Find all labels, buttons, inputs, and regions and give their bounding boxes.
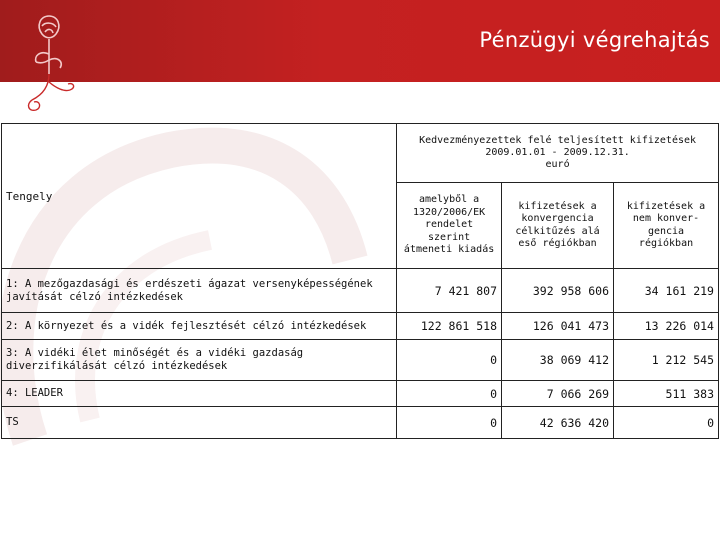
subheader-text: célkitűzés alá xyxy=(515,225,600,237)
table-row xyxy=(2,340,719,381)
subheader-text: gencia xyxy=(647,225,685,237)
axis-header-cell: Tengely xyxy=(2,124,397,269)
row-label: 3: A vidéki élet minőségét és a vidéki gazdaság diverzifikálását célzó intézkedések xyxy=(2,340,397,381)
cell-non-convergence: 13 226 014 xyxy=(614,313,719,340)
group-header-line3: euró xyxy=(545,159,570,170)
table-header-row-group xyxy=(2,124,719,183)
cell-transitional: 0 xyxy=(397,381,502,407)
cell-convergence: 392 958 606 xyxy=(502,269,614,313)
subheader-text: eső régiókban xyxy=(518,238,597,249)
cell-convergence: 126 041 473 xyxy=(502,313,614,340)
subheader-text: konvergencia xyxy=(521,213,594,224)
table-row xyxy=(2,313,719,340)
row-label: 2: A környezet és a vidék fejlesztését célzó intézkedések xyxy=(2,313,397,340)
subheader-non-convergence xyxy=(614,183,719,269)
subheader-text: átmeneti kiadás xyxy=(403,244,495,256)
subheader-text: kifizetések a xyxy=(626,200,706,212)
subheader-text: nem konver- xyxy=(632,213,700,224)
subheader-text: 1320/2006/EK xyxy=(412,206,486,218)
subheader-transitional xyxy=(397,183,502,269)
subheader-convergence xyxy=(502,183,614,269)
group-header-line2: 2009.01.01 - 2009.12.31. xyxy=(485,147,630,158)
table-row xyxy=(2,407,719,439)
row-label: 1: A mezőgazdasági és erdészeti ágazat versenyképességének javítását célzó intézkedések xyxy=(2,269,397,313)
group-header-cell xyxy=(397,124,719,183)
subheader-text: amelyből a xyxy=(418,194,480,206)
cell-convergence: 42 636 420 xyxy=(502,407,614,439)
cell-transitional: 7 421 807 xyxy=(397,269,502,313)
table-row xyxy=(2,269,719,313)
cell-non-convergence: 511 383 xyxy=(614,381,719,407)
rose-logo-icon xyxy=(18,4,80,122)
subheader-text: kifizetések a xyxy=(518,200,597,212)
cell-convergence: 38 069 412 xyxy=(502,340,614,381)
row-label: TS xyxy=(2,407,397,439)
cell-transitional: 0 xyxy=(397,407,502,439)
cell-transitional: 0 xyxy=(397,340,502,381)
cell-non-convergence: 1 212 545 xyxy=(614,340,719,381)
cell-transitional: 122 861 518 xyxy=(397,313,502,340)
payments-table xyxy=(1,123,719,439)
group-header-line1: Kedvezményezettek felé teljesített kifizetések xyxy=(419,135,697,146)
row-label: 4: LEADER xyxy=(2,381,397,407)
subheader-text: régiókban xyxy=(638,238,694,249)
page-title: Pénzügyi végrehajtás xyxy=(479,28,710,52)
cell-non-convergence: 34 161 219 xyxy=(614,269,719,313)
table-row xyxy=(2,381,719,407)
subheader-text: rendelet szerint xyxy=(425,219,474,243)
cell-non-convergence: 0 xyxy=(614,407,719,439)
cell-convergence: 7 066 269 xyxy=(502,381,614,407)
